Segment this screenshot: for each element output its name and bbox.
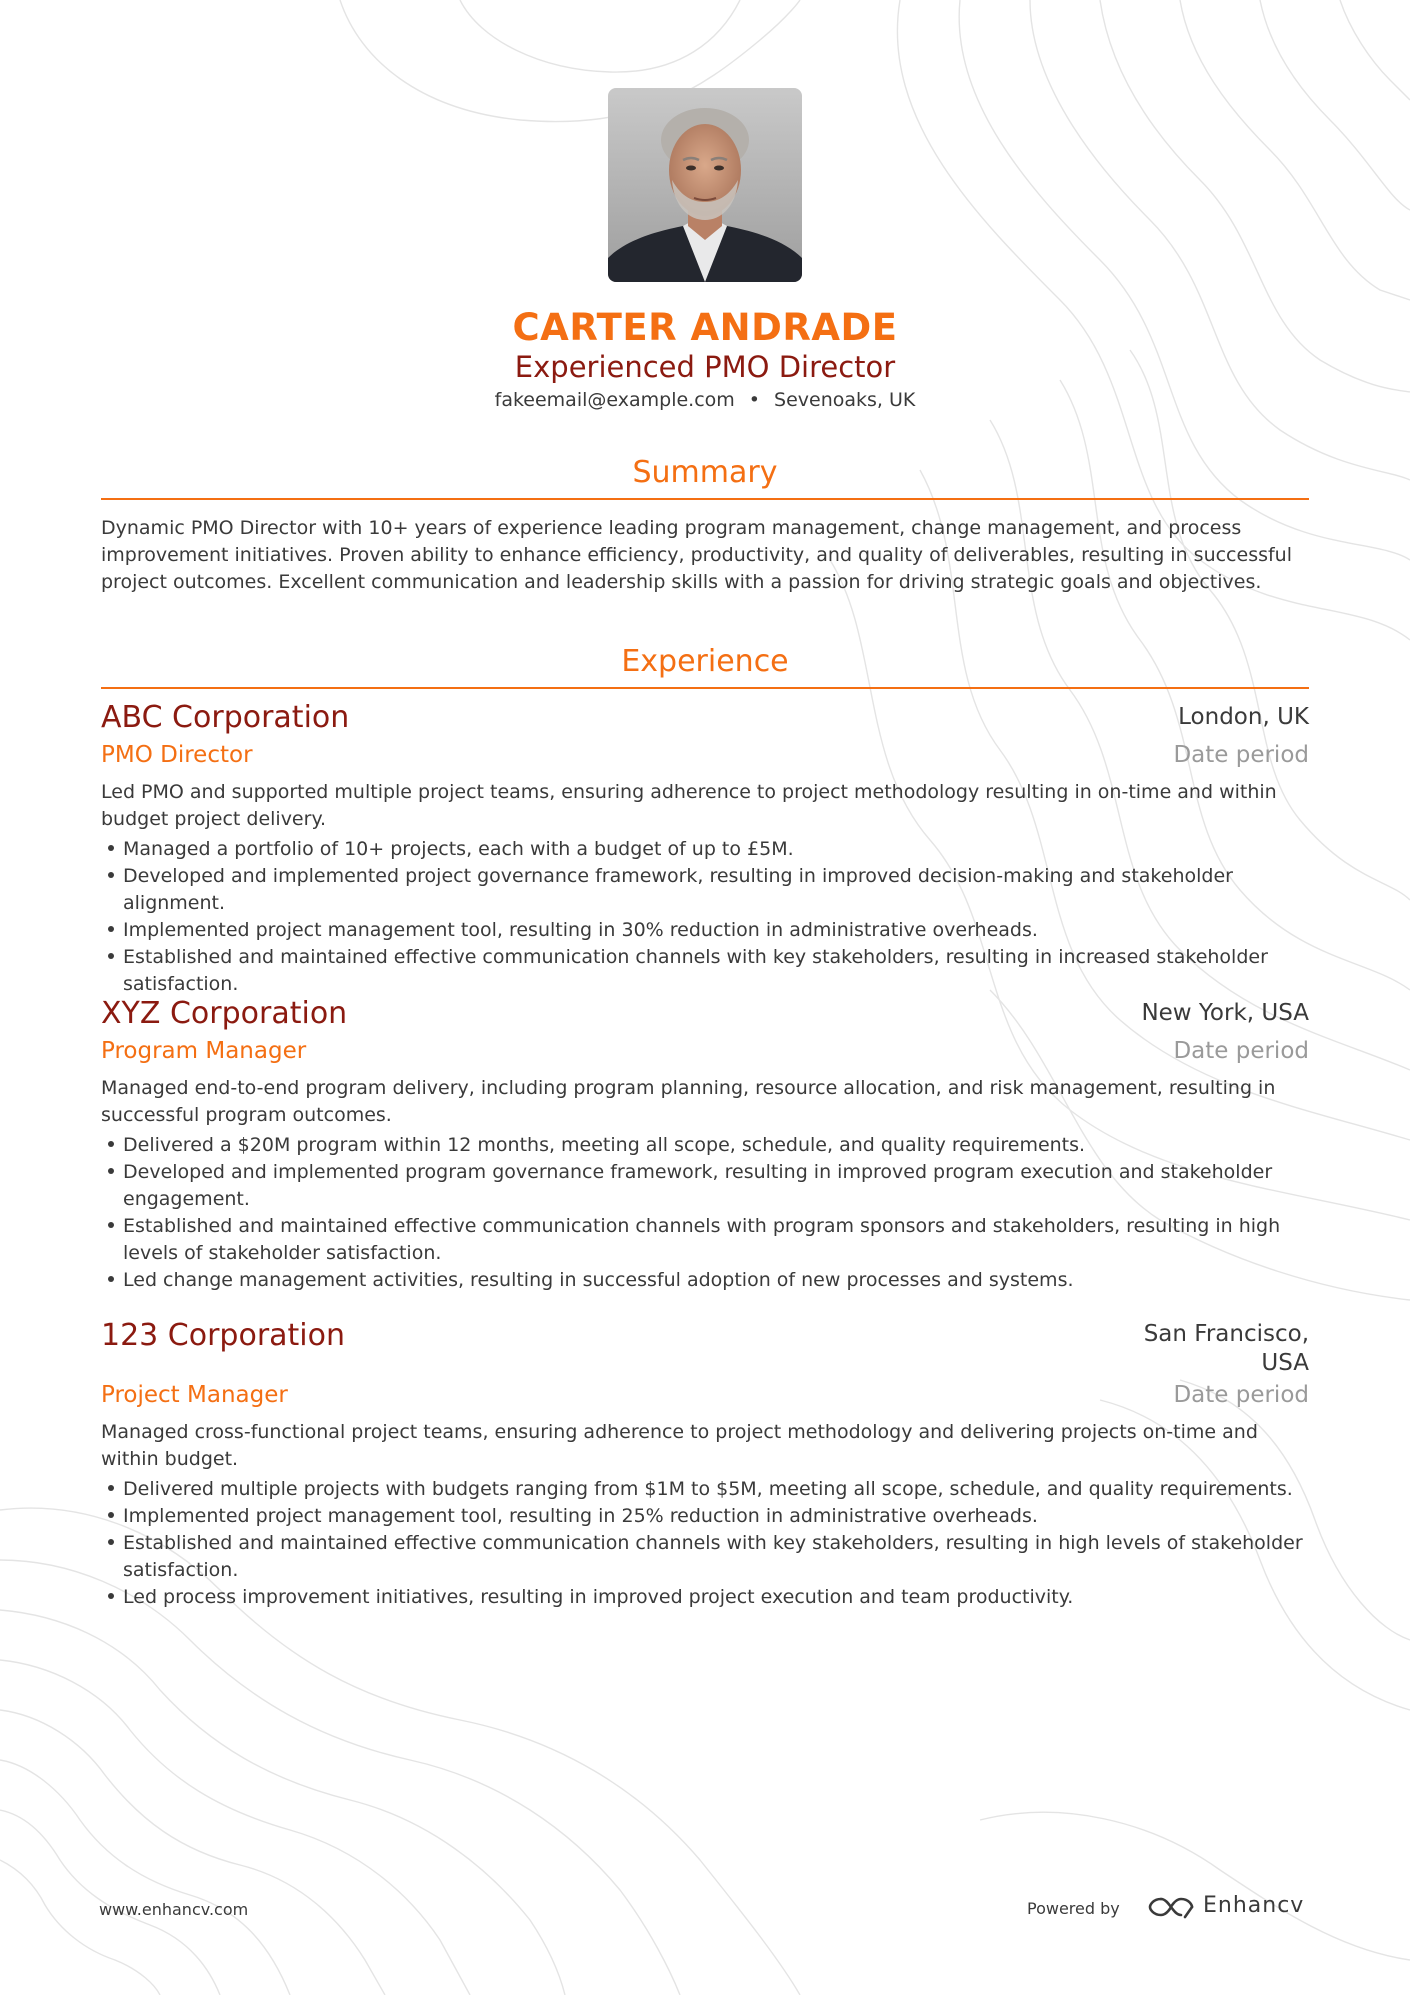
job-3-company: 123 Corporation [101, 1318, 346, 1353]
job-3-bullets [101, 1476, 1309, 1611]
job-2-description: Managed end-to-end program delivery, including program planning, resource allocation, and risk management, resulting in successful program outcomes. [101, 1077, 1276, 1126]
profile-photo [608, 88, 802, 282]
candidate-name: CARTER ANDRADE [512, 306, 898, 349]
list-item: Led process improvement initiatives, resulting in improved project execution and team productivity. [101, 1584, 1309, 1611]
summary-divider [101, 498, 1309, 500]
job-3-location [1144, 1320, 1309, 1378]
contact-separator: • [748, 389, 761, 411]
email-text[interactable]: fakeemail@example.com [494, 389, 735, 411]
job-1-bullets [101, 836, 1309, 998]
list-item: Managed a portfolio of 10+ projects, each with a budget of up to £5M. [101, 836, 1309, 863]
summary-heading: Summary [632, 455, 778, 490]
experience-heading: Experience [621, 644, 789, 679]
candidate-title: Experienced PMO Director [514, 350, 896, 384]
job-1-company: ABC Corporation [101, 700, 350, 735]
list-item: Established and maintained effective communication channels with program sponsors and stakeholders, resulting in high levels of stakeholder satisfaction. [101, 1213, 1309, 1267]
job-2-company: XYZ Corporation [101, 996, 348, 1031]
experience-divider [101, 687, 1309, 689]
contact-line [0, 389, 1410, 411]
list-item: Led change management activities, resulting in successful adoption of new processes and systems. [101, 1267, 1309, 1294]
avatar [608, 88, 802, 282]
list-item: Implemented project management tool, resulting in 30% reduction in administrative overheads. [101, 917, 1309, 944]
job-3-role: Project Manager [101, 1382, 288, 1408]
job-3-location-line2: USA [1261, 1350, 1309, 1376]
list-item: Developed and implemented program governance framework, resulting in improved program execution and stakeholder engagement. [101, 1159, 1309, 1213]
job-1-location: London, UK [1178, 704, 1309, 730]
job-1-date: Date period [1173, 742, 1309, 768]
summary-text: Dynamic PMO Director with 10+ years of experience leading program management, change management, and process improvement initiatives. Proven ability to enhance efficiency, productivity, and quality of deliverables, resulting in successful project outcomes. Excellent communication and leadership skills with a passion for driving strategic goals and objectives. [101, 517, 1292, 593]
list-item: Implemented project management tool, resulting in 25% reduction in administrative overheads. [101, 1503, 1309, 1530]
job-3-description: Managed cross-functional project teams, ensuring adherence to project methodology and delivering projects on-time and within budget. [101, 1421, 1258, 1470]
enhancv-brand[interactable]: Enhancv [1203, 1893, 1305, 1918]
location-text: Sevenoaks, UK [774, 389, 916, 411]
list-item: Established and maintained effective communication channels with key stakeholders, resulting in high levels of stakeholder satisfaction. [101, 1530, 1309, 1584]
list-item: Developed and implemented project governance framework, resulting in improved decision-making and stakeholder alignment. [101, 863, 1309, 917]
job-2-bullets [101, 1132, 1309, 1294]
job-1-description: Led PMO and supported multiple project teams, ensuring adherence to project methodology resulting in on-time and within budget project delivery. [101, 781, 1277, 830]
job-3-date: Date period [1173, 1382, 1309, 1408]
job-2-location: New York, USA [1141, 1000, 1309, 1026]
job-2-date: Date period [1173, 1038, 1309, 1064]
list-item: Delivered a $20M program within 12 months, meeting all scope, schedule, and quality requirements. [101, 1132, 1309, 1159]
enhancv-logo-icon [1147, 1893, 1195, 1921]
powered-by-label: Powered by [1027, 1899, 1120, 1918]
job-2-role: Program Manager [101, 1038, 307, 1064]
list-item: Established and maintained effective communication channels with key stakeholders, resulting in increased stakeholder satisfaction. [101, 944, 1309, 998]
job-3-location-line1: San Francisco, [1143, 1321, 1309, 1347]
list-item: Delivered multiple projects with budgets ranging from $1M to $5M, meeting all scope, schedule, and quality requirements. [101, 1476, 1309, 1503]
footer-url-link[interactable]: www.enhancv.com [99, 1900, 249, 1919]
job-1-role: PMO Director [101, 742, 253, 768]
